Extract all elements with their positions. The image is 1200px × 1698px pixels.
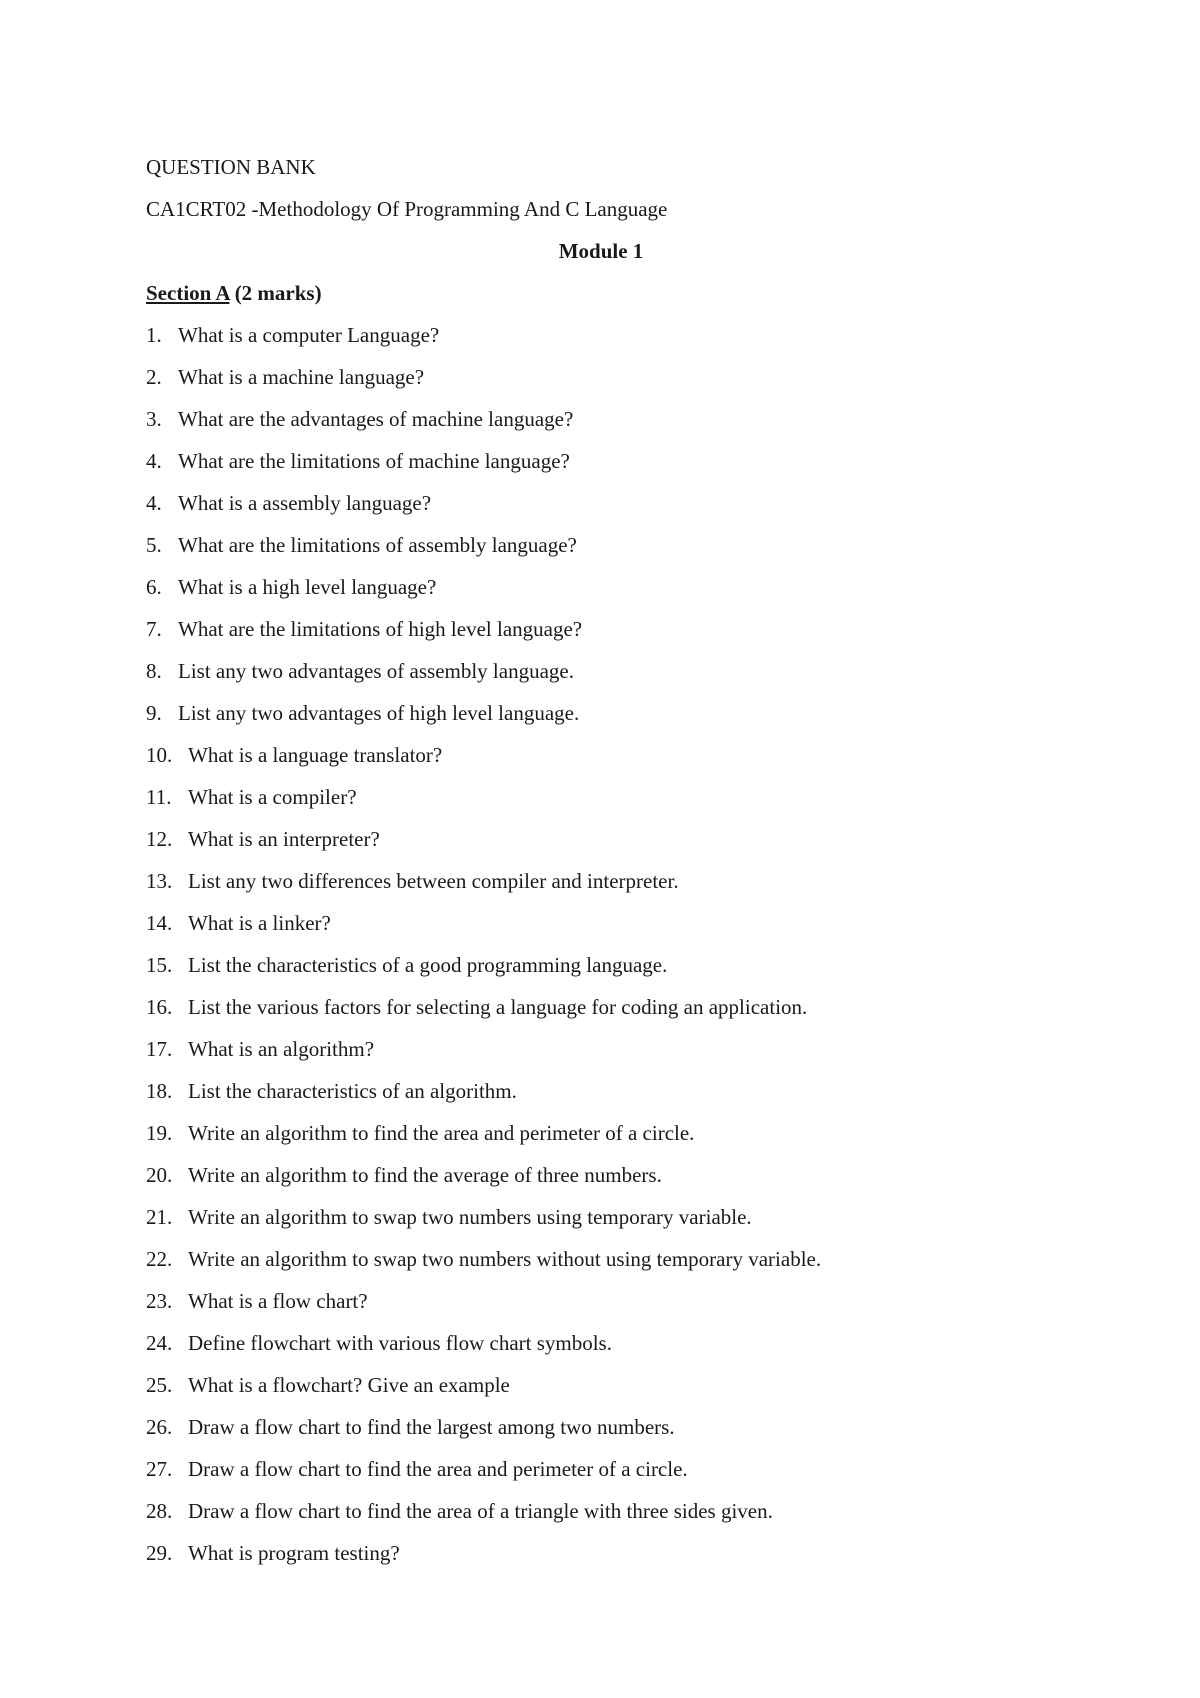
question-number: 12. bbox=[146, 827, 173, 851]
document-content bbox=[146, 146, 1046, 1574]
course-title: CA1CRT02 -Methodology Of Programming And C Language bbox=[146, 197, 668, 221]
question-item bbox=[146, 566, 1046, 608]
question-item bbox=[146, 944, 1046, 986]
question-number: 22. bbox=[146, 1247, 173, 1271]
question-item bbox=[146, 1280, 1046, 1322]
question-number: 11. bbox=[146, 785, 172, 809]
section-name: Section A bbox=[146, 281, 230, 305]
question-text: What is program testing? bbox=[188, 1541, 400, 1565]
document-heading: QUESTION BANK bbox=[146, 155, 316, 179]
question-text: What are the limitations of machine language? bbox=[178, 449, 570, 473]
question-item bbox=[146, 1196, 1046, 1238]
question-text: What is an interpreter? bbox=[188, 827, 380, 851]
question-text: What is a assembly language? bbox=[178, 491, 432, 515]
question-text: What is a machine language? bbox=[178, 365, 425, 389]
question-number: 23. bbox=[146, 1289, 173, 1313]
question-text: Draw a flow chart to find the largest among two numbers. bbox=[188, 1415, 675, 1439]
question-item bbox=[146, 1154, 1046, 1196]
question-item bbox=[146, 902, 1046, 944]
question-text: List the characteristics of an algorithm. bbox=[188, 1079, 517, 1103]
section-marks: (2 marks) bbox=[234, 281, 322, 305]
question-number: 27. bbox=[146, 1457, 173, 1481]
question-item bbox=[146, 1448, 1046, 1490]
question-number: 25. bbox=[146, 1373, 173, 1397]
question-number: 3. bbox=[146, 407, 162, 431]
question-text: What is a computer Language? bbox=[178, 323, 440, 347]
question-item bbox=[146, 1112, 1046, 1154]
question-item bbox=[146, 986, 1046, 1028]
question-number: 10. bbox=[146, 743, 173, 767]
question-number: 13. bbox=[146, 869, 173, 893]
question-item bbox=[146, 860, 1046, 902]
question-text: List any two advantages of high level language. bbox=[178, 701, 580, 725]
question-number: 24. bbox=[146, 1331, 173, 1355]
question-item bbox=[146, 356, 1046, 398]
question-item bbox=[146, 524, 1046, 566]
question-number: 29. bbox=[146, 1541, 173, 1565]
question-number: 28. bbox=[146, 1499, 173, 1523]
question-text: Write an algorithm to find the area and perimeter of a circle. bbox=[188, 1121, 695, 1145]
question-number: 4. bbox=[146, 491, 162, 515]
question-item bbox=[146, 1238, 1046, 1280]
question-number: 20. bbox=[146, 1163, 173, 1187]
question-text: What are the limitations of assembly language? bbox=[178, 533, 577, 557]
question-text: List the various factors for selecting a language for coding an application. bbox=[188, 995, 808, 1019]
question-text: What is a language translator? bbox=[188, 743, 443, 767]
module-title: Module 1 bbox=[558, 239, 644, 263]
question-number: 4. bbox=[146, 449, 162, 473]
question-text: What are the limitations of high level language? bbox=[178, 617, 583, 641]
question-number: 19. bbox=[146, 1121, 173, 1145]
question-text: List the characteristics of a good programming language. bbox=[188, 953, 668, 977]
question-text: What is a high level language? bbox=[178, 575, 437, 599]
question-text: Draw a flow chart to find the area and perimeter of a circle. bbox=[188, 1457, 688, 1481]
question-number: 17. bbox=[146, 1037, 173, 1061]
question-text: Write an algorithm to swap two numbers without using temporary variable. bbox=[188, 1247, 822, 1271]
question-item bbox=[146, 1532, 1046, 1574]
question-item bbox=[146, 1490, 1046, 1532]
question-item bbox=[146, 650, 1046, 692]
question-number: 21. bbox=[146, 1205, 173, 1229]
question-item bbox=[146, 608, 1046, 650]
question-item bbox=[146, 1406, 1046, 1448]
question-number: 5. bbox=[146, 533, 162, 557]
question-item bbox=[146, 1322, 1046, 1364]
question-text: What is an algorithm? bbox=[188, 1037, 375, 1061]
question-item bbox=[146, 734, 1046, 776]
question-text: Write an algorithm to swap two numbers using temporary variable. bbox=[188, 1205, 752, 1229]
question-item bbox=[146, 1070, 1046, 1112]
question-text: Write an algorithm to find the average of three numbers. bbox=[188, 1163, 662, 1187]
question-number: 26. bbox=[146, 1415, 173, 1439]
question-number: 16. bbox=[146, 995, 173, 1019]
question-text: Draw a flow chart to find the area of a triangle with three sides given. bbox=[188, 1499, 773, 1523]
question-number: 2. bbox=[146, 365, 162, 389]
question-number: 14. bbox=[146, 911, 173, 935]
question-text: Define flowchart with various flow chart symbols. bbox=[188, 1331, 612, 1355]
question-number: 8. bbox=[146, 659, 162, 683]
question-number: 15. bbox=[146, 953, 173, 977]
question-item bbox=[146, 1028, 1046, 1070]
question-number: 6. bbox=[146, 575, 162, 599]
question-text: What is a linker? bbox=[188, 911, 331, 935]
question-number: 18. bbox=[146, 1079, 173, 1103]
question-item bbox=[146, 482, 1046, 524]
question-text: List any two differences between compiler and interpreter. bbox=[188, 869, 679, 893]
question-item bbox=[146, 692, 1046, 734]
question-text: What are the advantages of machine language? bbox=[178, 407, 574, 431]
question-item bbox=[146, 776, 1046, 818]
question-text: What is a flowchart? Give an example bbox=[188, 1373, 510, 1397]
question-number: 7. bbox=[146, 617, 162, 641]
question-text: What is a compiler? bbox=[188, 785, 357, 809]
question-text: What is a flow chart? bbox=[188, 1289, 368, 1313]
question-number: 9. bbox=[146, 701, 162, 725]
question-text: List any two advantages of assembly language. bbox=[178, 659, 574, 683]
question-item bbox=[146, 314, 1046, 356]
section-header bbox=[146, 272, 1046, 314]
question-item bbox=[146, 398, 1046, 440]
question-list bbox=[146, 314, 1046, 1574]
question-number: 1. bbox=[146, 323, 162, 347]
question-item bbox=[146, 818, 1046, 860]
question-item bbox=[146, 440, 1046, 482]
question-item bbox=[146, 1364, 1046, 1406]
